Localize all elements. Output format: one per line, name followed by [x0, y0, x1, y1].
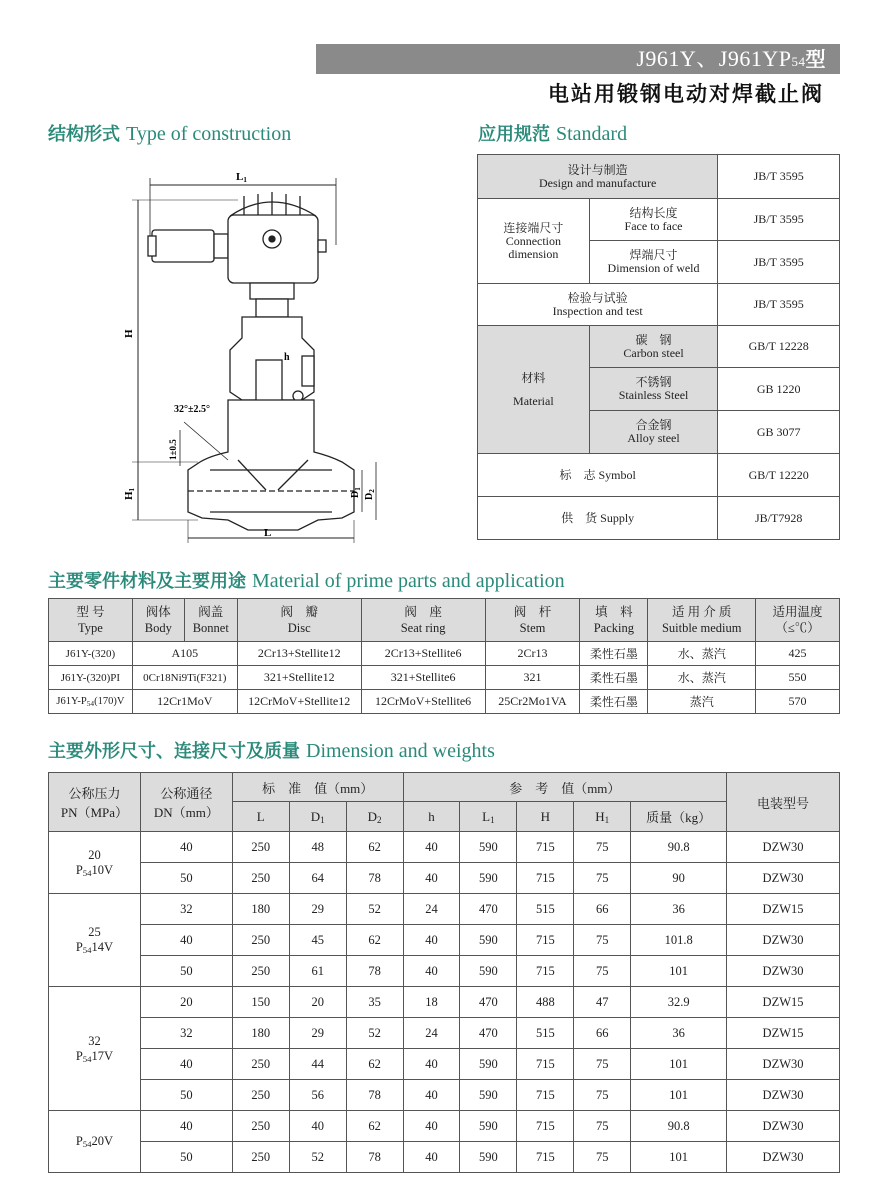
section-dimensions	[48, 737, 495, 763]
dim-cell-value: 62	[346, 925, 403, 956]
mat-cell-medium: 水、蒸汽	[648, 642, 756, 666]
dim-cell-value: 250	[232, 925, 289, 956]
std-weld-cn: 焊端尺寸	[629, 248, 678, 262]
dim-cell-value: 52	[346, 1018, 403, 1049]
table-row	[49, 666, 840, 690]
std-design-val: JB/T 3595	[718, 155, 840, 199]
dim-cell-value: 78	[346, 863, 403, 894]
section-materials-cn: 主要零件材料及主要用途	[48, 571, 246, 592]
dim-cell-value: 715	[517, 1080, 574, 1111]
mat-cell-temp: 425	[756, 642, 840, 666]
table-row	[49, 832, 840, 863]
dim-h-dn-cn: 公称通径	[160, 786, 213, 801]
mat-h-body-en: Body	[144, 621, 172, 635]
dim-cell-value: 29	[289, 1018, 346, 1049]
dim-H1-label: H1	[123, 487, 136, 500]
model-sub: 54	[791, 54, 806, 69]
dim-tol-label: 1±0.5	[168, 439, 178, 460]
dim-cell-value: 40	[403, 1049, 460, 1080]
std-row-face	[478, 199, 840, 241]
dim-cell-value: 470	[460, 987, 517, 1018]
mat-h-disc-en: Disc	[287, 621, 311, 635]
table-row	[49, 863, 840, 894]
standard-table	[477, 154, 840, 540]
section-standard	[478, 120, 627, 146]
dim-cell-pn: 20 $P_{54}10V$	[49, 832, 141, 894]
dim-cell-value: 75	[574, 863, 631, 894]
dim-cell-pn: 25 $P_{54}14V$	[49, 894, 141, 987]
dim-h-ref: 参 考 值（mm）	[403, 773, 727, 802]
dim-h-pn-en: PN（MPa）	[60, 805, 129, 820]
std-row-supply	[478, 497, 840, 540]
dim-cell-value: 64	[289, 863, 346, 894]
valve-drawing	[118, 160, 408, 545]
mat-h-medium	[648, 599, 756, 642]
dim-cell-value: 250	[232, 832, 289, 863]
dim-cell-pn: $P_{54}20V$	[49, 1111, 141, 1173]
dim-cell-dn: 40	[140, 832, 232, 863]
dim-cell-motor: DZW15	[727, 1018, 840, 1049]
std-supply-val: JB/T7928	[718, 497, 840, 540]
dim-cell-value: 101	[631, 1049, 727, 1080]
mat-h-body	[132, 599, 184, 642]
mat-cell-body: 12Cr1MoV	[132, 690, 237, 714]
mat-cell-stem: 321	[485, 666, 580, 690]
model-main: J961Y、J961YP	[636, 46, 792, 71]
std-conn-en1: Connection	[505, 233, 562, 248]
dim-cell-value: 715	[517, 925, 574, 956]
dim-cell-value: 47	[574, 987, 631, 1018]
dim-cell-value: 590	[460, 1142, 517, 1173]
std-symbol-label: 标 志 Symbol	[478, 454, 718, 497]
dim-cell-value: 29	[289, 894, 346, 925]
dim-cell-dn: 40	[140, 1111, 232, 1142]
dim-angle-label: 32°±2.5°	[174, 404, 210, 415]
dim-cell-value: 40	[403, 1111, 460, 1142]
mat-h-disc	[237, 599, 361, 642]
dim-L-label: L	[264, 527, 272, 539]
dim-cell-value: 715	[517, 956, 574, 987]
dim-cell-value: 90.8	[631, 1111, 727, 1142]
mat-h-disc-cn: 阀 瓣	[280, 605, 318, 619]
mat-h-temp-en: （≤℃）	[775, 621, 820, 635]
dim-cell-value: 52	[346, 894, 403, 925]
mat-cell-body: A105	[132, 642, 237, 666]
dim-cell-motor: DZW30	[727, 1111, 840, 1142]
mat-cell-body: 0Cr18Ni9Ti(F321)	[132, 666, 237, 690]
dim-cell-dn: 50	[140, 1080, 232, 1111]
dim-cell-value: 75	[574, 1142, 631, 1173]
mat-h-medium-cn: 适 用 介 质	[672, 605, 732, 619]
dim-cell-value: 515	[517, 1018, 574, 1049]
table-row	[49, 1111, 840, 1142]
dim-cell-value: 90	[631, 863, 727, 894]
dim-cell-value: 75	[574, 1049, 631, 1080]
table-row	[49, 987, 840, 1018]
dim-cell-value: 250	[232, 863, 289, 894]
dim-cell-value: 75	[574, 1111, 631, 1142]
std-face-label	[589, 199, 718, 241]
dim-cell-value: 52	[289, 1142, 346, 1173]
mat-cell-packing: 柔性石墨	[580, 690, 648, 714]
dim-col-header: $L_1$	[460, 802, 517, 832]
dim-cell-value: 150	[232, 987, 289, 1018]
dim-cell-value: 250	[232, 956, 289, 987]
std-row-symbol	[478, 454, 840, 497]
dim-col-header: L	[232, 802, 289, 832]
mat-h-type-en: Type	[78, 621, 103, 635]
mat-cell-disc: 12CrMoV+Stellite12	[237, 690, 361, 714]
dim-cell-value: 24	[403, 1018, 460, 1049]
model-banner	[316, 44, 840, 74]
dim-D1-label: $D_1$	[350, 487, 362, 498]
mat-cell-packing: 柔性石墨	[580, 642, 648, 666]
std-insp-en: Inspection and test	[552, 303, 643, 318]
mat-cell-disc: 2Cr13+Stellite12	[237, 642, 361, 666]
mat-cell-seat: 2Cr13+Stellite6	[361, 642, 485, 666]
std-weld-val: JB/T 3595	[718, 241, 840, 284]
std-row-carbon	[478, 326, 840, 368]
dim-cell-motor: DZW15	[727, 987, 840, 1018]
dim-cell-dn: 40	[140, 925, 232, 956]
dim-cell-value: 61	[289, 956, 346, 987]
std-stain-en: Stainless Steel	[618, 388, 689, 402]
dim-cell-pn: 32 $P_{54}17V$	[49, 987, 141, 1111]
dim-cell-value: 18	[403, 987, 460, 1018]
dim-col-header: $D_1$	[289, 802, 346, 832]
dim-cell-value: 78	[346, 1142, 403, 1173]
dim-cell-value: 590	[460, 956, 517, 987]
dim-cell-value: 36	[631, 894, 727, 925]
mat-cell-type: $J61Y-P_{54}(170)V$	[49, 690, 133, 714]
std-conn-label	[478, 199, 590, 284]
table-row	[49, 642, 840, 666]
section-standard-cn: 应用规范	[478, 124, 550, 145]
dim-cell-motor: DZW30	[727, 956, 840, 987]
dim-cell-value: 101.8	[631, 925, 727, 956]
mat-h-packing	[580, 599, 648, 642]
table-row	[49, 1142, 840, 1173]
dim-L1-label: L1	[236, 171, 247, 184]
mat-cell-stem: 2Cr13	[485, 642, 580, 666]
std-insp-cn: 检验与试验	[567, 290, 628, 305]
mat-cell-type: J61Y-(320)	[49, 642, 133, 666]
dim-cell-value: 40	[403, 1142, 460, 1173]
table-row	[49, 894, 840, 925]
mat-cell-medium: 水、蒸汽	[648, 666, 756, 690]
std-mat-label	[478, 326, 590, 454]
std-face-en: Face to face	[624, 218, 683, 233]
mat-h-packing-en: Packing	[593, 621, 635, 635]
mat-h-body-cn: 阀体	[145, 605, 171, 619]
std-alloy-en: Alloy steel	[627, 431, 680, 445]
dim-cell-value: 62	[346, 1111, 403, 1142]
dim-cell-value: 45	[289, 925, 346, 956]
dim-cell-value: 40	[403, 956, 460, 987]
dim-cell-value: 56	[289, 1080, 346, 1111]
std-weld-label	[589, 241, 718, 284]
dim-cell-value: 590	[460, 1049, 517, 1080]
mat-cell-seat: 12CrMoV+Stellite6	[361, 690, 485, 714]
dim-cell-value: 590	[460, 1080, 517, 1111]
dimensions-table	[48, 772, 840, 1173]
section-construction	[48, 120, 291, 146]
mat-h-temp	[756, 599, 840, 642]
dim-col-header: 质量（kg）	[631, 802, 727, 832]
mat-cell-stem: 25Cr2Mo1VA	[485, 690, 580, 714]
std-weld-en: Dimension of weld	[607, 261, 700, 275]
dim-cell-value: 101	[631, 1142, 727, 1173]
mat-cell-temp: 550	[756, 666, 840, 690]
std-symbol-val: GB/T 12220	[718, 454, 840, 497]
dim-D2-label: $D_2$	[364, 489, 376, 500]
dim-cell-value: 32.9	[631, 987, 727, 1018]
dim-cell-value: 35	[346, 987, 403, 1018]
mat-h-seat-en: Seat ring	[400, 621, 446, 635]
dim-header-row-1	[49, 773, 840, 802]
std-carbon-cn: 碳 钢	[635, 332, 672, 347]
dim-cell-value: 590	[460, 925, 517, 956]
std-design-en: Design and manufacture	[539, 175, 657, 190]
dim-cell-value: 44	[289, 1049, 346, 1080]
dim-cell-value: 515	[517, 894, 574, 925]
dim-cell-value: 90.8	[631, 832, 727, 863]
section-materials	[48, 567, 565, 593]
dim-cell-value: 250	[232, 1080, 289, 1111]
dim-cell-dn: 32	[140, 1018, 232, 1049]
dim-cell-value: 66	[574, 894, 631, 925]
mat-h-bonnet-en: Bonnet	[192, 621, 229, 635]
std-insp-label	[478, 284, 718, 326]
dim-cell-value: 180	[232, 894, 289, 925]
section-dimensions-en: Dimension and weights	[306, 740, 495, 762]
section-standard-en: Standard	[556, 123, 628, 145]
table-row	[49, 956, 840, 987]
dim-cell-motor: DZW30	[727, 863, 840, 894]
dim-cell-value: 20	[289, 987, 346, 1018]
dim-cell-value: 66	[574, 1018, 631, 1049]
mat-h-bonnet	[184, 599, 237, 642]
dim-cell-value: 715	[517, 1111, 574, 1142]
std-stain-cn: 不锈钢	[635, 375, 672, 389]
table-row	[49, 925, 840, 956]
std-stain-label	[589, 368, 718, 411]
dim-col-header: $H_1$	[574, 802, 631, 832]
mat-h-bonnet-cn: 阀盖	[198, 605, 224, 619]
table-row	[49, 690, 840, 714]
mat-h-packing-cn: 填 料	[595, 605, 633, 619]
section-materials-en: Material of prime parts and application	[252, 570, 565, 592]
dim-cell-value: 40	[289, 1111, 346, 1142]
materials-table	[48, 598, 840, 714]
dim-h-std: 标 准 值（mm）	[232, 773, 403, 802]
std-carbon-label	[589, 326, 718, 368]
dim-col-header: h	[403, 802, 460, 832]
dim-cell-value: 24	[403, 894, 460, 925]
std-supply-label: 供 货 Supply	[478, 497, 718, 540]
mat-cell-medium: 蒸汽	[648, 690, 756, 714]
dim-cell-dn: 50	[140, 956, 232, 987]
page-title: 电站用锻钢电动对焊截止阀	[548, 82, 824, 106]
dim-cell-value: 40	[403, 1080, 460, 1111]
dim-cell-dn: 50	[140, 863, 232, 894]
dim-cell-value: 48	[289, 832, 346, 863]
std-design-label	[478, 155, 718, 199]
dim-cell-dn: 50	[140, 1142, 232, 1173]
mat-h-type-cn: 型 号	[76, 605, 105, 619]
std-conn-cn: 连接端尺寸	[503, 220, 564, 235]
dim-cell-value: 101	[631, 1080, 727, 1111]
dim-cell-value: 78	[346, 956, 403, 987]
std-mat-cn: 材料	[521, 370, 546, 385]
dim-cell-value: 62	[346, 832, 403, 863]
std-alloy-val: GB 3077	[718, 411, 840, 454]
dim-cell-motor: DZW30	[727, 1080, 840, 1111]
dim-cell-value: 250	[232, 1049, 289, 1080]
dim-cell-dn: 40	[140, 1049, 232, 1080]
dim-cell-motor: DZW30	[727, 1049, 840, 1080]
std-alloy-label	[589, 411, 718, 454]
materials-header-row	[49, 599, 840, 642]
std-insp-val: JB/T 3595	[718, 284, 840, 326]
table-row	[49, 1018, 840, 1049]
table-row	[49, 1049, 840, 1080]
mat-cell-seat: 321+Stellite6	[361, 666, 485, 690]
mat-cell-packing: 柔性石墨	[580, 666, 648, 690]
std-face-val: JB/T 3595	[718, 199, 840, 241]
dim-h-label: h	[284, 352, 290, 363]
std-alloy-cn: 合金钢	[635, 418, 672, 432]
std-design-cn: 设计与制造	[567, 162, 628, 177]
dim-col-header: $D_2$	[346, 802, 403, 832]
dim-h-dn	[140, 773, 232, 832]
dim-cell-value: 75	[574, 1080, 631, 1111]
dim-cell-value: 250	[232, 1111, 289, 1142]
model-suffix: 型	[805, 47, 826, 71]
mat-h-seat-cn: 阀 座	[404, 605, 442, 619]
dim-cell-value: 75	[574, 925, 631, 956]
dim-cell-value: 101	[631, 956, 727, 987]
std-row-insp	[478, 284, 840, 326]
mat-h-type	[49, 599, 133, 642]
dim-cell-value: 40	[403, 925, 460, 956]
dim-cell-dn: 20	[140, 987, 232, 1018]
mat-cell-type: J61Y-(320)PI	[49, 666, 133, 690]
dim-H-label: H	[123, 329, 135, 338]
mat-cell-temp: 570	[756, 690, 840, 714]
dim-h-motor: 电装型号	[727, 773, 840, 832]
dim-col-header: H	[517, 802, 574, 832]
mat-h-temp-cn: 适用温度	[772, 605, 823, 619]
dim-h-dn-en: DN（mm）	[153, 805, 219, 820]
std-face-cn: 结构长度	[629, 205, 678, 220]
dim-cell-value: 590	[460, 1111, 517, 1142]
std-carbon-val: GB/T 12228	[718, 326, 840, 368]
mat-h-seat	[361, 599, 485, 642]
dim-cell-value: 40	[403, 832, 460, 863]
std-stain-val: GB 1220	[718, 368, 840, 411]
mat-h-stem	[485, 599, 580, 642]
dim-cell-value: 40	[403, 863, 460, 894]
dim-cell-value: 488	[517, 987, 574, 1018]
mat-h-stem-en: Stem	[519, 621, 546, 635]
dim-cell-value: 715	[517, 863, 574, 894]
dim-cell-dn: 32	[140, 894, 232, 925]
dim-cell-motor: DZW30	[727, 832, 840, 863]
dim-cell-value: 470	[460, 894, 517, 925]
dim-cell-value: 36	[631, 1018, 727, 1049]
section-dimensions-cn: 主要外形尺寸、连接尺寸及质量	[48, 741, 300, 762]
dim-cell-value: 590	[460, 863, 517, 894]
std-carbon-en: Carbon steel	[623, 345, 684, 360]
dim-cell-value: 590	[460, 832, 517, 863]
dim-cell-value: 75	[574, 956, 631, 987]
dim-h-pn	[49, 773, 141, 832]
mat-cell-disc: 321+Stellite12	[237, 666, 361, 690]
dim-cell-motor: DZW30	[727, 1142, 840, 1173]
mat-h-stem-cn: 阀 杆	[513, 605, 552, 619]
std-conn-en2: dimension	[508, 246, 559, 261]
dim-cell-value: 715	[517, 832, 574, 863]
dim-h-pn-cn: 公称压力	[68, 786, 121, 801]
dim-cell-value: 180	[232, 1018, 289, 1049]
section-construction-en: Type of construction	[126, 123, 292, 145]
dim-cell-motor: DZW30	[727, 925, 840, 956]
std-row-design	[478, 155, 840, 199]
dim-cell-motor: DZW15	[727, 894, 840, 925]
dim-cell-value: 75	[574, 832, 631, 863]
mat-h-medium-en: Suitble medium	[661, 621, 742, 635]
dim-cell-value: 250	[232, 1142, 289, 1173]
dim-cell-value: 78	[346, 1080, 403, 1111]
std-mat-en: Material	[513, 393, 554, 408]
dim-cell-value: 470	[460, 1018, 517, 1049]
section-construction-cn: 结构形式	[48, 124, 120, 145]
dim-cell-value: 62	[346, 1049, 403, 1080]
dim-cell-value: 715	[517, 1049, 574, 1080]
table-row	[49, 1080, 840, 1111]
dim-cell-value: 715	[517, 1142, 574, 1173]
